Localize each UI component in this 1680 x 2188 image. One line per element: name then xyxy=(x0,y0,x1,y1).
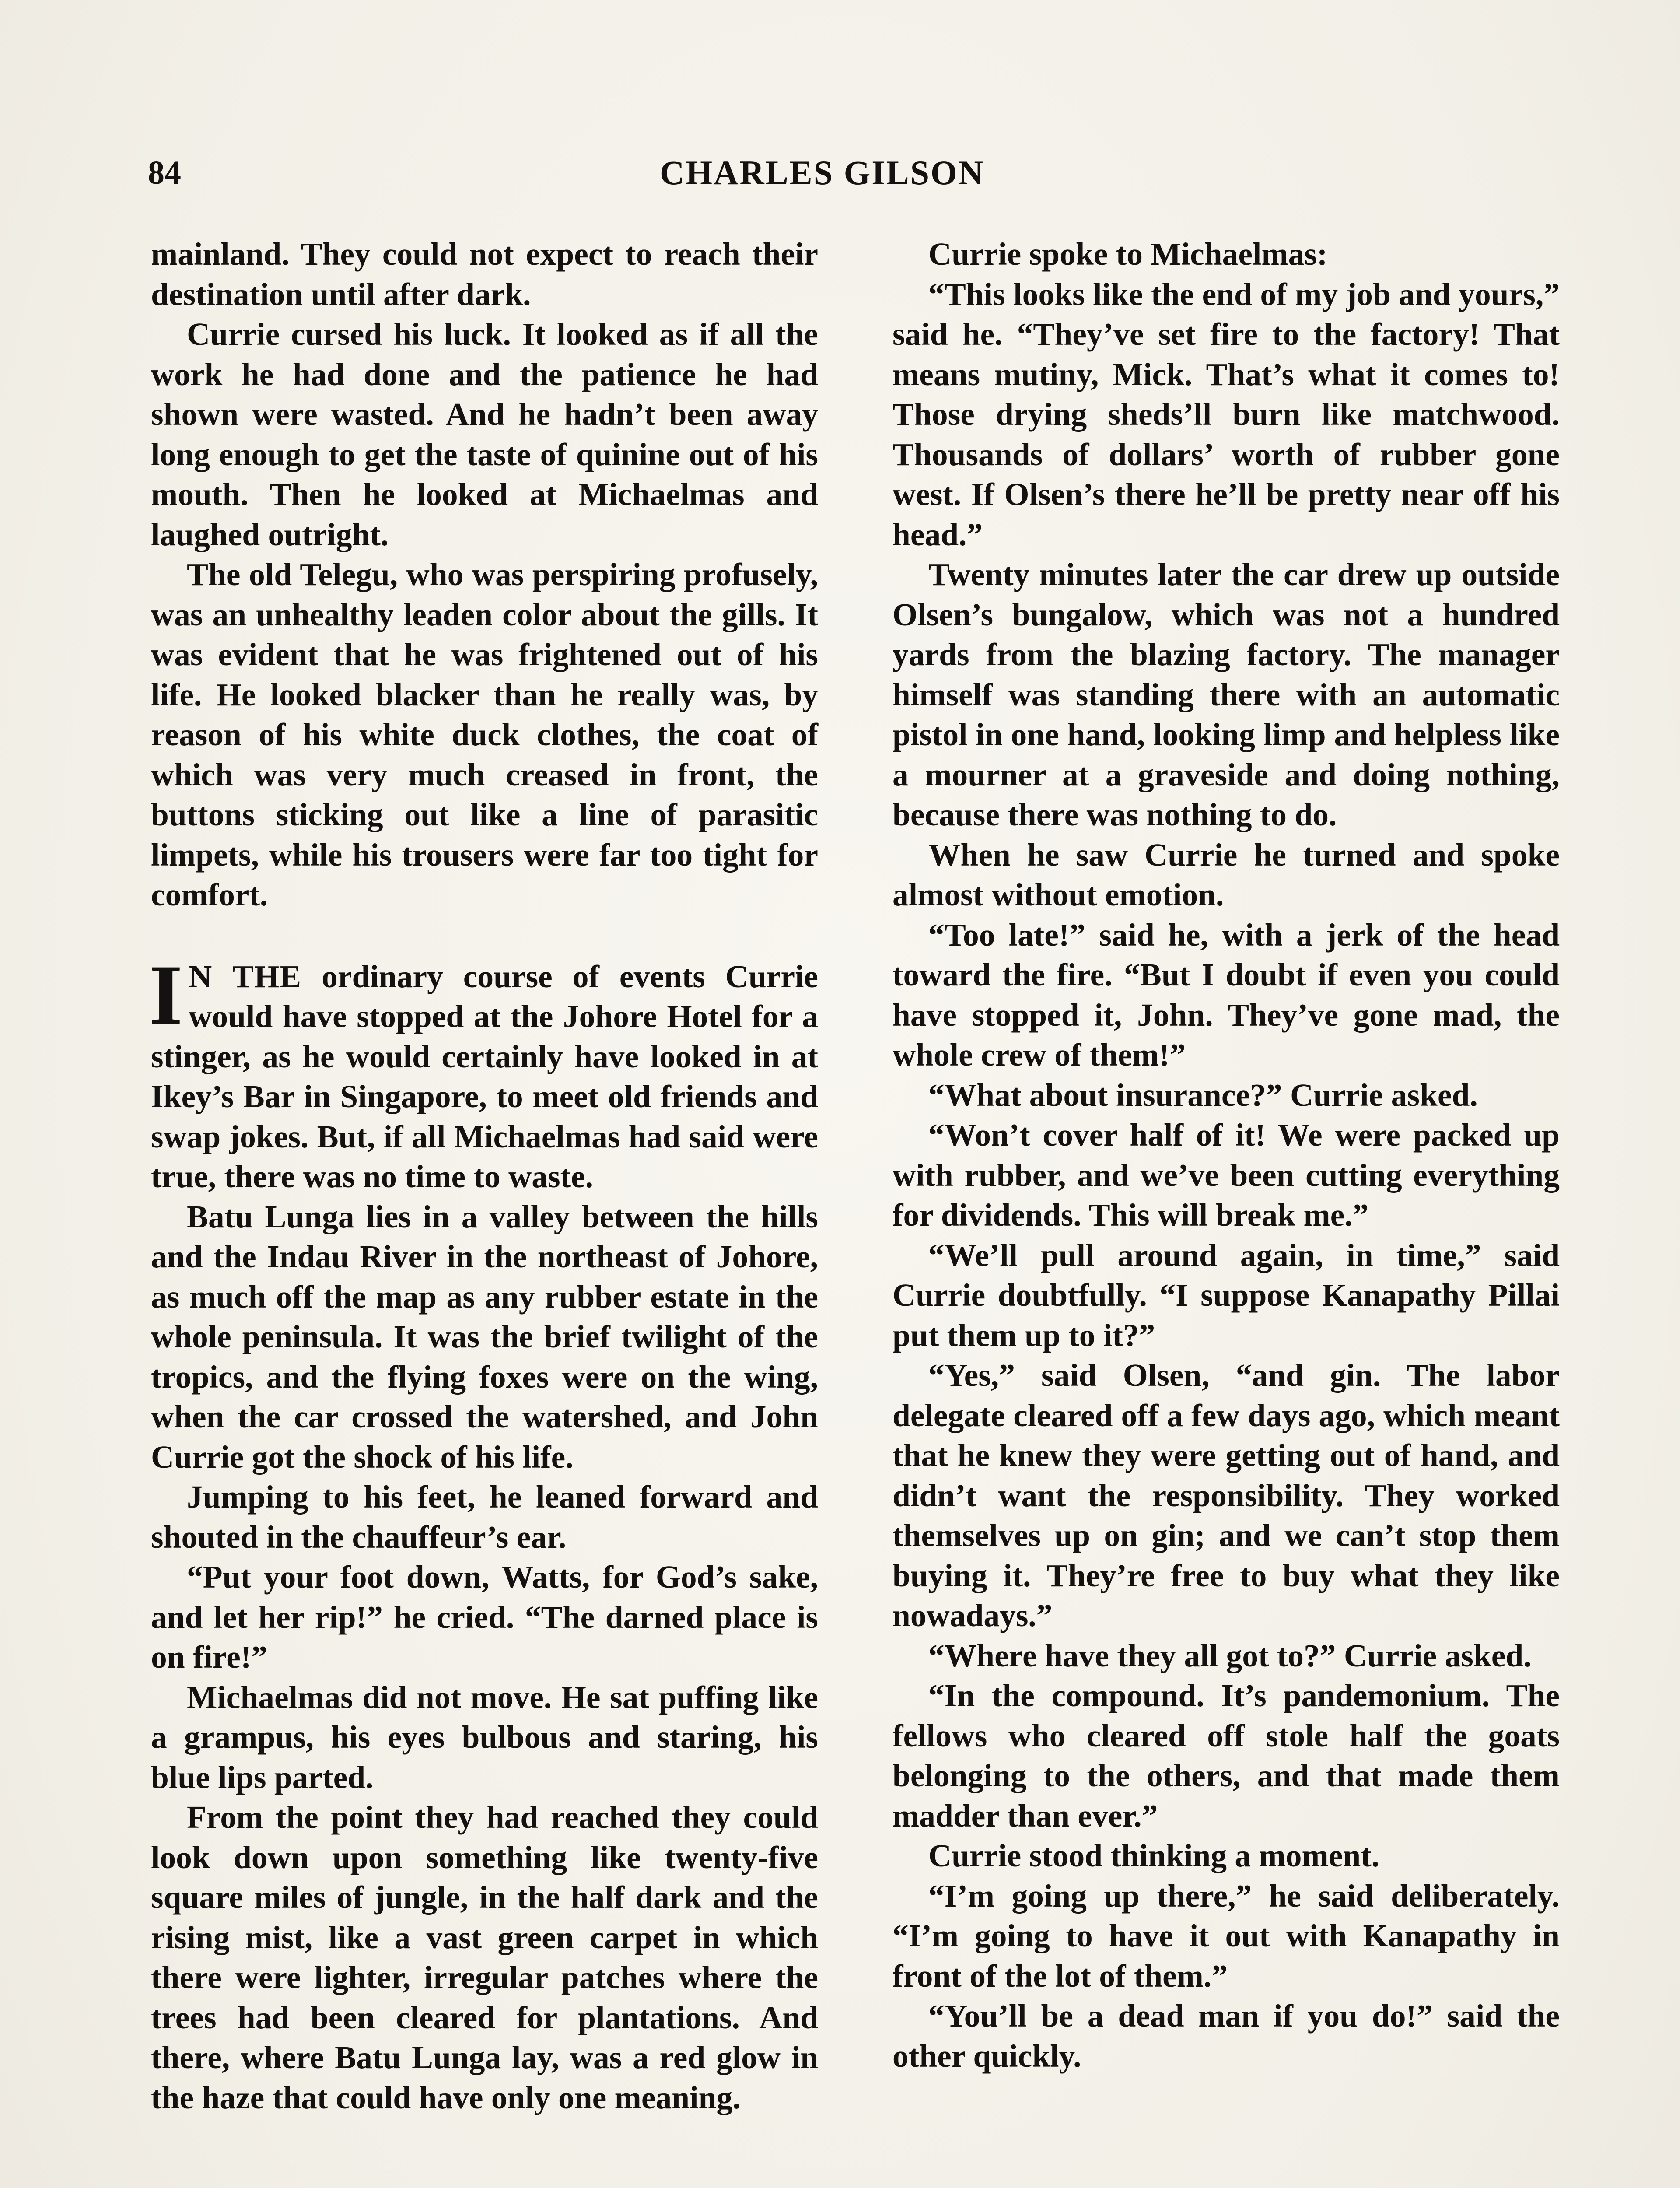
paragraph: “Too late!” said he, with a jerk of the head toward the fire. “But I doubt if even you could have stopped it, John. They’ve gone mad, the whole crew of them!” xyxy=(892,917,1560,1073)
section-opening-paragraph xyxy=(149,947,818,1197)
paragraph: From the point they had reached they could look down upon something like twenty-five square miles of jungle, in the half dark and the rising mist, like a vast green carpet in which there were lighter, irregular patches where the trees had been cleared for plantations. And there, where Batu Lunga lay, was a red glow in the haze that could have only one meaning. xyxy=(151,1799,818,2115)
paragraph: Jumping to his feet, he leaned forward and shouted in the chauffeur’s ear. xyxy=(151,1479,818,1555)
paragraph: “What about insurance?” Currie asked. xyxy=(928,1077,1478,1113)
paragraph: Currie spoke to Michaelmas: xyxy=(928,236,1328,272)
paragraph: “Where have they all got to?” Currie asked. xyxy=(928,1637,1532,1673)
right-text-column xyxy=(892,234,1560,2076)
running-title: CHARLES GILSON xyxy=(659,154,985,192)
paragraph: “This looks like the end of my job and yours,” said he. “They’ve set fire to the factory! That means mutiny, Mick. That’s what it comes to! Those drying sheds’ll burn like matchwood. Thousands of dollars’ worth of rubber gone west. If Olsen’s there he’ll be pretty near off his head.” xyxy=(892,276,1560,552)
paragraph: “I’m going up there,” he said deliberately. “I’m going to have it out with Kanapathy in front of the lot of them.” xyxy=(892,1878,1560,1994)
paragraph: “We’ll pull around again, in time,” said Currie doubtfully. “I suppose Kanapathy Pillai put them up to it?” xyxy=(892,1237,1560,1353)
paragraph: “Won’t cover half of it! We were packed up with rubber, and we’ve been cutting everything for dividends. This will break me.” xyxy=(892,1117,1560,1233)
paragraph: “In the compound. It’s pandemonium. The fellows who cleared off stole half the goats belonging to the others, and that made them madder than ever.” xyxy=(892,1678,1560,1834)
paragraph: When he saw Currie he turned and spoke almost without emotion. xyxy=(892,837,1560,912)
paragraph: Michaelmas did not move. He sat puffing like a grampus, his eyes bulbous and staring, his blue lips parted. xyxy=(151,1679,818,1795)
paragraph: “Put your foot down, Watts, for God’s sake, and let her rip!” he cried. “The darned place is on fire!” xyxy=(151,1559,818,1675)
lead-in-words: N THE xyxy=(189,958,302,994)
paragraph: Currie cursed his luck. It looked as if all the work he had done and the patience he had shown were wasted. And he hadn’t been away long enough to get the taste of quinine out of his mouth. Then he looked at Michaelmas and laughed outright. xyxy=(151,316,818,552)
paragraph: Currie stood thinking a moment. xyxy=(928,1838,1380,1873)
page-number: 84 xyxy=(148,154,181,191)
paragraph: “You’ll be a dead man if you do!” said the other quickly. xyxy=(892,1998,1560,2074)
paragraph: Twenty minutes later the car drew up outside Olsen’s bungalow, which was not a hundred yards from the blazing factory. The manager himself was standing there with an automatic pistol in one hand, looking limp and helpless like a mourner at a graveside and doing nothing, because there was nothing to do. xyxy=(892,557,1560,832)
paragraph: “Yes,” said Olsen, “and gin. The labor delegate cleared off a few days ago, which meant that he knew they were getting out of hand, and didn’t want the responsibility. They worked themselves up on gin; and we can’t stop them buying it. They’re free to buy what they like nowadays.” xyxy=(892,1357,1560,1633)
page-header xyxy=(148,151,1496,199)
paragraph-text: ordinary course of events Currie would have stopped at the Johore Hotel for a stinger, as he would certainly have looked in at Ikey’s Bar in Singapore, to meet old friends and swap jokes. But, if all Michaelmas had said were true, there was no time to waste. xyxy=(151,958,818,1194)
left-text-column xyxy=(151,234,818,2118)
paragraph: mainland. They could not expect to reach their destination until after dark. xyxy=(151,236,818,312)
drop-cap: I xyxy=(149,947,183,1042)
paragraph: The old Telegu, who was perspiring profusely, was an unhealthy leaden color about the gills. It was evident that he was frightened out of his life. He looked blacker than he really was, by reason of his white duck clothes, the coat of which was very much creased in front, the buttons sticking out like a line of parasitic limpets, while his trousers were far too tight for comfort. xyxy=(151,557,818,912)
paragraph: Batu Lunga lies in a valley between the hills and the Indau River in the northeast of Johore, as much off the map as any rubber estate in the whole peninsula. It was the brief twilight of the tropics, and the flying foxes were on the wing, when the car crossed the watershed, and John Currie got the shock of his life. xyxy=(151,1199,818,1475)
